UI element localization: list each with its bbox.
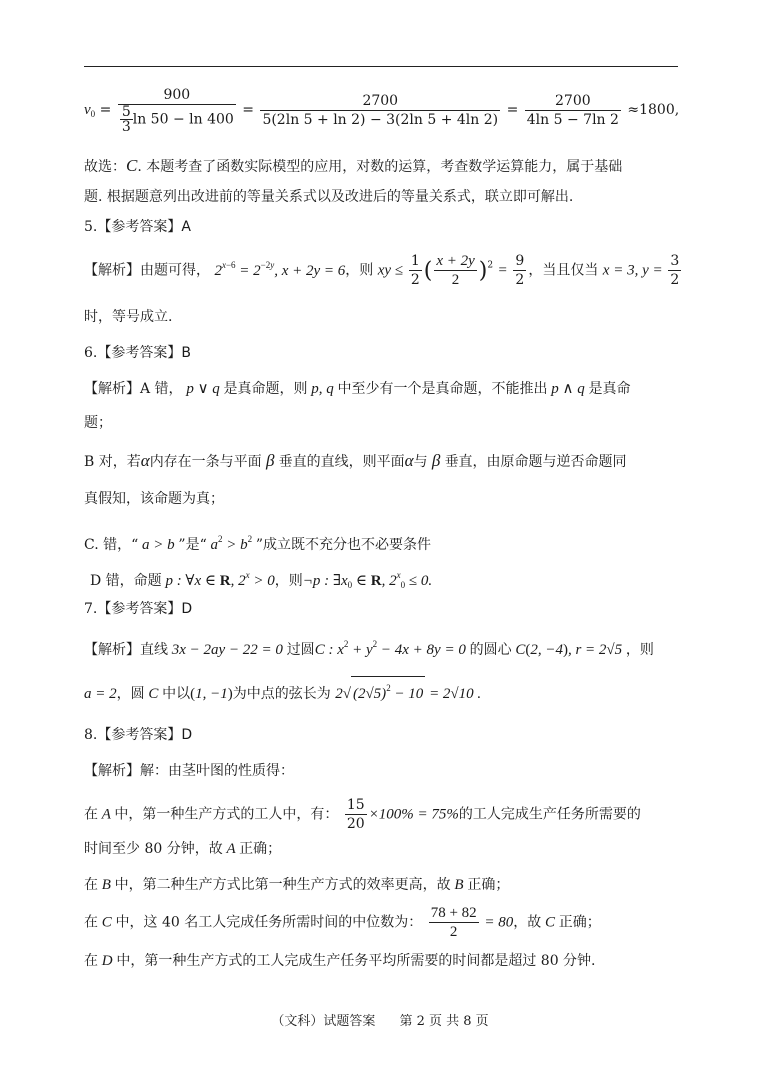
q8-analysis-line-6: 在 D 中，第一种生产方式的工人完成生产任务平均所需要的时间都是超过 80 分钟. — [84, 953, 596, 969]
q6-option-b-line-1: B 对，若α内存在一条与平面 β 垂直的直线，则平面α与 β 垂直，由原命题与逆否命题同 — [84, 451, 627, 470]
q8-analysis-line-3: 时间至少 80 分钟，故 A 正确； — [84, 841, 282, 857]
header-rule — [84, 66, 678, 67]
fraction-1: 900 $\frac{5}{3}$ ln 50 − ln 400 — [118, 86, 236, 134]
equation-v0: $v_0$ = 900 $\frac{5}{3}$ ln 50 − ln 400 = $\frac{2700}{5(2\ln 5 + \ln 2) - 3(2\ln 5 + 4\ln 2)}$ = $\frac{2700}{4\ln 5 - 7\ln 2}$ ≈1800, — [84, 87, 680, 135]
q6-option-c: C. 错，“ a > b ”是“ $a^2 > b^2$ ”成立既不充分也不必要条件 — [84, 534, 432, 553]
page-footer — [0, 1010, 760, 1029]
fraction-2: $\frac{2700}{5(2\ln 5 + \ln 2) - 3(2\ln 5 + 4\ln 2)}$ — [262, 92, 499, 128]
q8-analysis-line-5: 在 C 中，这 40 名工人完成任务所需时间的中位数为： $\frac{78 + 82}{2}$ = 80，故 C 正确； — [84, 905, 601, 940]
q8-answer-header: 8.【参考答案】D — [84, 727, 193, 743]
q7-analysis-line-1: 【解析】直线 3x − 2ay − 22 = 0 过圆C : $x^2 + y^2 - 4x + 8y = 0$ 的圆心 C(2, −4), r = 2√5 ，则 — [84, 639, 654, 658]
q5-analysis-line-2: 时，等号成立. — [84, 309, 173, 325]
q6-answer-header: 6.【参考答案】B — [84, 345, 191, 361]
q5-answer-header: 5.【参考答案】A — [84, 219, 191, 235]
fraction-3: $\frac{2700}{4\ln 5 - 7\ln 2}$ — [526, 92, 619, 128]
q6-option-a-line-2: 题； — [84, 415, 112, 431]
q7-analysis-line-2: a = 2，圆 C 中以(1, −1)为中点的弦长为 2√ $(2√5)^2 - 10 = 2√10$ . — [84, 676, 481, 705]
q8-analysis-line-2: 在 A 中，第一种生产方式的工人中，有： $\frac{15}{20}$ ×100% = 75%的工人完成生产任务所需要的 — [84, 797, 641, 832]
q8-analysis-line-1: 【解析】解：由茎叶图的性质得： — [84, 763, 294, 779]
q4-conclusion-line-2: 题. 根据题意列出改进前的等量关系式以及改进后的等量关系式，联立即可解出. — [84, 189, 574, 205]
q5-analysis-line-1: 【解析】由题可得， $2^{x-6} = 2^{-2y}$, x + 2y = 6，则 xy ≤ $\frac{1}{2}$ ( $\frac{x + 2y}{2}$ )$^2$ = $\frac{9}{2}$ ，当且仅当 x = 3, y = $\frac{3}{2}$ — [84, 253, 680, 288]
footer-title: （文科）试题答案 — [271, 1014, 376, 1029]
q7-answer-header: 7.【参考答案】D — [84, 601, 193, 617]
footer-page-number: 第 2 页 共 8 页 — [399, 1014, 489, 1029]
q4-conclusion-line-1: 故选：C. 本题考查了函数实际模型的应用，对数的运算，考查数学运算能力，属于基础 — [84, 156, 623, 175]
q6-option-d: D 错，命题 p : ∀x ∈ R, $2^x > 0$，则¬p : $\exists x_0$ ∈ R, $2^x_0 \le 0$. — [90, 570, 433, 590]
q6-option-b-line-2: 真假知，该命题为真； — [84, 491, 224, 507]
q6-option-a-line-1: 【解析】A 错， p ∨ q 是真命题，则 p, q 中至少有一个是真命题，不能推出 p ∧ q 是真命 — [84, 381, 631, 397]
q8-analysis-line-4: 在 B 中，第二种生产方式比第一种生产方式的效率更高，故 B 正确； — [84, 877, 510, 893]
